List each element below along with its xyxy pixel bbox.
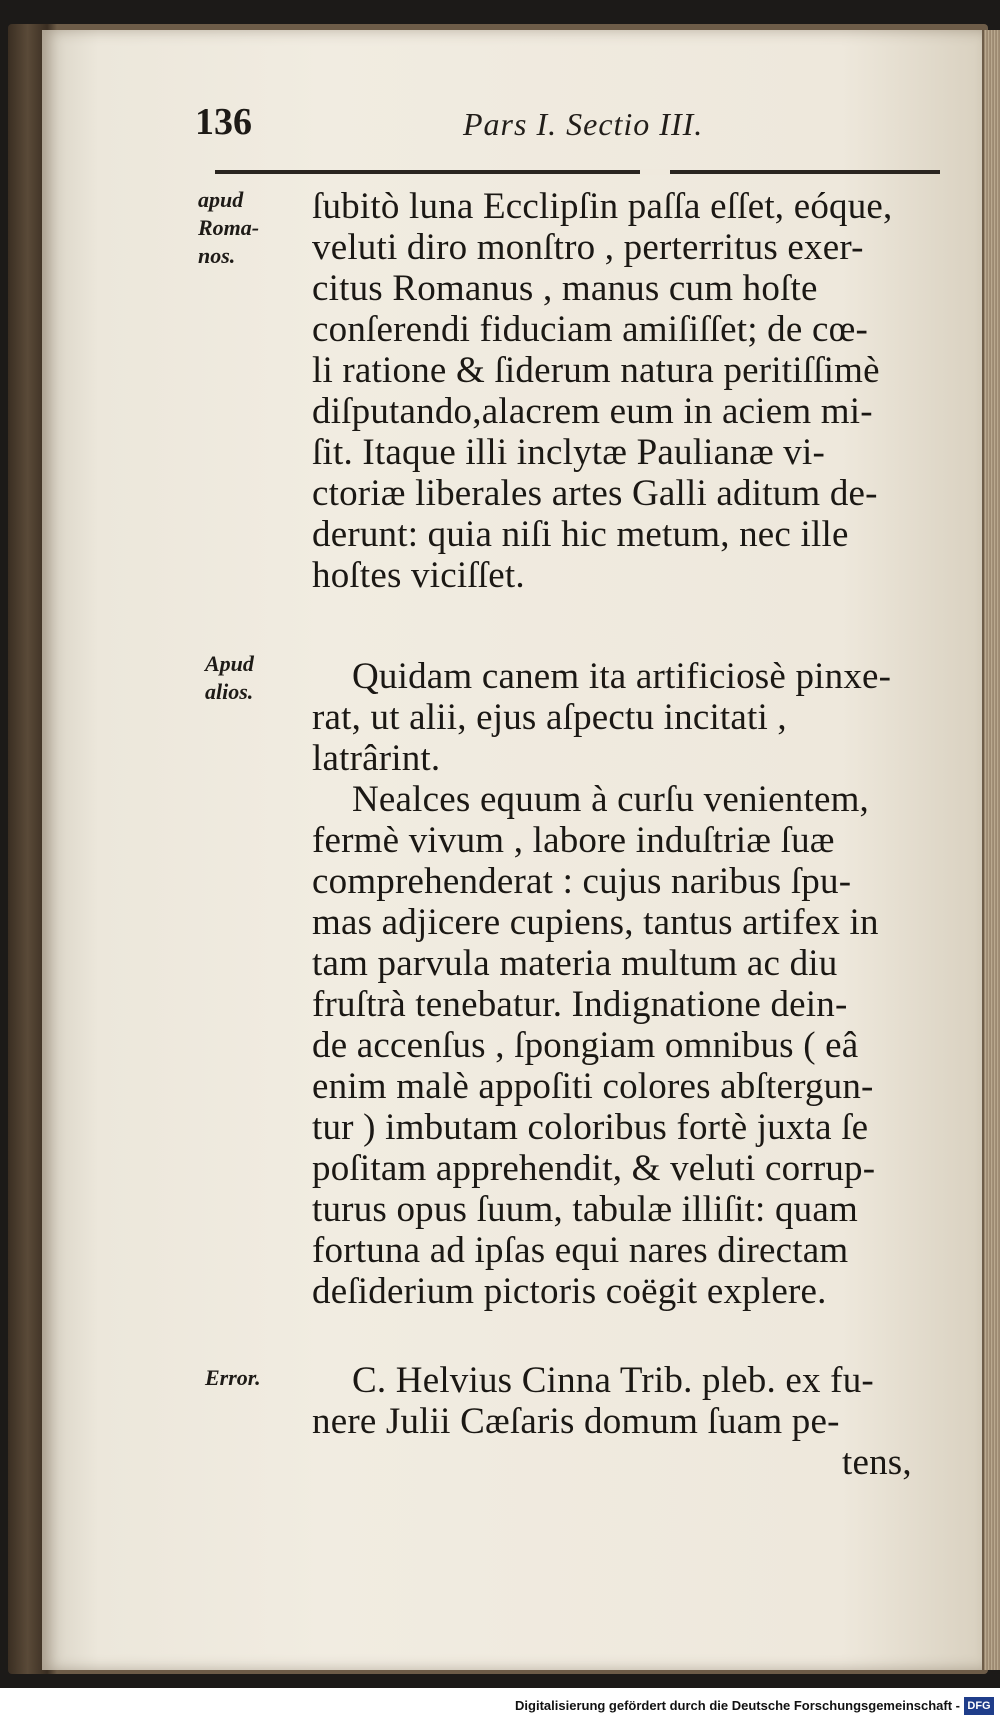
text-line: Nealces equum à curſu venientem, xyxy=(352,779,869,820)
text-line: tur ) imbutam coloribus fortè juxta ſe xyxy=(312,1107,869,1148)
text-line: ctoriæ liberales artes Galli aditum de- xyxy=(312,473,878,514)
text-line: mas adjicere cupiens, tantus artifex in xyxy=(312,902,879,943)
text-line: ſit. Itaque illi inclytæ Paulianæ vi- xyxy=(312,432,826,473)
paragraph-apud-romanos xyxy=(312,186,893,596)
sidenote-apud-alios xyxy=(205,650,254,706)
dfg-credit: Digitalisierung gefördert durch die Deutsche Forschungsgemeinschaft - xyxy=(515,1698,960,1713)
text-line: citus Romanus , manus cum hoſte xyxy=(312,268,818,309)
sidenote-error xyxy=(205,1364,261,1392)
text-line: fruſtrà tenebatur. Indignatione dein- xyxy=(312,984,848,1025)
text-line: conſerendi fiduciam amiſiſſet; de cœ- xyxy=(312,309,869,350)
sidenote-line: Roma- xyxy=(198,215,260,240)
text-line: derunt: quia niſi hic metum, nec ille xyxy=(312,514,849,555)
text-line: rat, ut alii, ejus aſpectu incitati , xyxy=(312,697,787,738)
catchword: tens, xyxy=(842,1442,912,1483)
header-rule-gap xyxy=(640,169,670,175)
text-line: Quidam canem ita artificiosè pinxe- xyxy=(352,656,892,697)
text-line: de accenſus , ſpongiam omnibus ( eâ xyxy=(312,1025,859,1066)
page-header xyxy=(195,100,955,160)
text-line: fortuna ad ipſas equi nares directam xyxy=(312,1230,849,1271)
text-line: veluti diro monſtro , perterritus exer- xyxy=(312,227,864,268)
text-line: diſputando,alacrem eum in aciem mi- xyxy=(312,391,873,432)
sidenote-apud-romanos xyxy=(198,186,259,270)
text-line: ſubitò luna Ecclipſin paſſa eſſet, eóque, xyxy=(312,186,893,227)
dfg-logo: DFG xyxy=(964,1697,994,1715)
sidenote-line: Error. xyxy=(205,1365,261,1390)
text-line: deſiderium pictoris coëgit explere. xyxy=(312,1271,827,1312)
text-line: turus opus ſuum, tabulæ illiſit: quam xyxy=(312,1189,858,1230)
sidenote-line: nos. xyxy=(198,243,236,268)
text-line: enim malè appoſiti colores abſtergun- xyxy=(312,1066,874,1107)
digitization-footer xyxy=(0,1694,1000,1722)
paragraph-apud-alios xyxy=(312,656,891,1312)
text-line: C. Helvius Cinna Trib. pleb. ex fu- xyxy=(352,1360,874,1401)
sidenote-line: alios. xyxy=(205,679,254,704)
paragraph-error xyxy=(312,1360,912,1483)
sidenote-line: Apud xyxy=(205,651,254,676)
header-rule xyxy=(215,170,940,174)
text-line: latrârint. xyxy=(312,738,441,779)
running-head: Pars I. Sectio III. xyxy=(463,106,704,142)
text-line: tam parvula materia multum ac diu xyxy=(312,943,838,984)
text-line: poſitam apprehendit, & veluti corrup- xyxy=(312,1148,876,1189)
text-line: fermè vivum , labore induſtriæ ſuæ xyxy=(312,820,835,861)
text-line: hoſtes viciſſet. xyxy=(312,555,525,596)
text-line: li ratione & ſiderum natura peritiſſimè xyxy=(312,350,880,391)
sidenote-line: apud xyxy=(198,187,244,212)
page-number: 136 xyxy=(195,101,252,143)
page-fore-edge xyxy=(984,30,1000,1670)
text-line: nere Julii Cæſaris domum ſuam pe- xyxy=(312,1401,840,1442)
text-line: comprehenderat : cujus naribus ſpu- xyxy=(312,861,852,902)
